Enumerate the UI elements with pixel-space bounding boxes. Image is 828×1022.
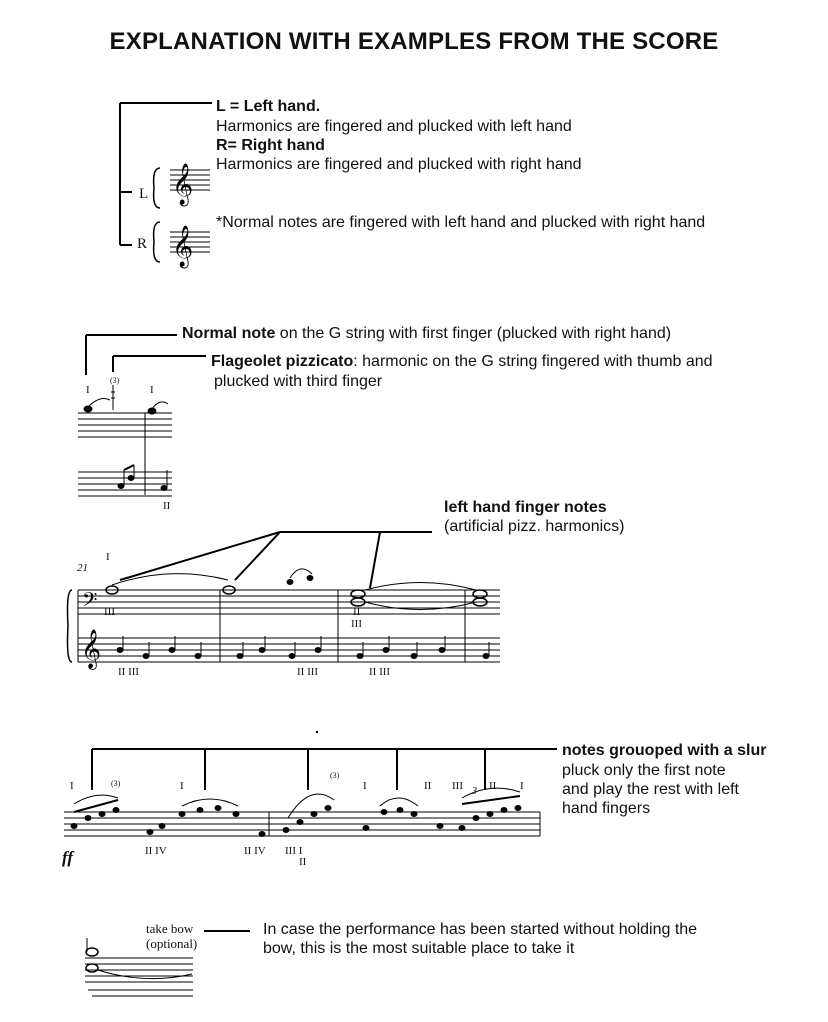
- slur-desc-line2: and play the rest with left: [562, 781, 739, 798]
- slur-desc-line3: hand fingers: [562, 800, 651, 817]
- string-mark-II: II: [163, 500, 171, 512]
- finger-mark-I: I: [86, 384, 90, 396]
- left-hand-heading: L = Left hand.: [216, 98, 321, 115]
- left-hand-finger-notes-label: left hand finger notes: [444, 499, 607, 516]
- treble-clef-icon: 𝄞: [172, 164, 194, 205]
- slur-finger-I-c: I: [363, 780, 367, 792]
- string-mark-II-III-c: II III: [369, 666, 391, 678]
- page-title: EXPLANATION WITH EXAMPLES FROM THE SCORE: [109, 28, 719, 55]
- normal-note-text: on the G string with first finger (plucked with right hand): [275, 325, 672, 342]
- artificial-barlines: [68, 590, 466, 662]
- slur-string-II: II: [299, 856, 307, 868]
- slur-finger-II-b: II: [489, 780, 497, 792]
- left-hand-description: Harmonics are fingered and plucked with left hand: [216, 118, 572, 135]
- normal-note-term: Normal note: [182, 325, 276, 342]
- slur-finger-I-d: I: [520, 780, 524, 792]
- bass-clef-icon: 𝄢: [82, 588, 98, 616]
- take-bow-desc-line2: bow, this is the most suitable place to take it: [263, 940, 575, 957]
- slur-connectors: [92, 749, 557, 790]
- slur-finger-III: III: [452, 780, 463, 792]
- finger-mark-I-3: I: [106, 551, 110, 563]
- slur-group-label: notes grouoped with a slur: [562, 742, 767, 759]
- pizz-upper-staff: [78, 413, 172, 495]
- take-bow-desc-line1: In case the performance has been started without holding the: [263, 921, 698, 938]
- slur-finger-I-a: I: [70, 780, 74, 792]
- slur-finger-II-a: II: [424, 780, 432, 792]
- normal-notes-footnote: *Normal notes are fingered with left hand and plucked with right hand: [216, 214, 706, 231]
- finger-mark-3: (3): [110, 376, 120, 385]
- take-bow-label: take bow: [146, 921, 194, 936]
- flageolet-term: Flageolet pizzicato: [211, 353, 354, 370]
- measure-number: 21: [77, 562, 88, 574]
- tuplet-three: 3: [472, 786, 477, 797]
- pizz-lower-staff: [78, 472, 172, 496]
- slur-desc-line1: pluck only the first note: [562, 762, 726, 779]
- treble-clef-icon: 𝄞: [81, 629, 102, 669]
- artificial-pizz-label: (artificial pizz. harmonics): [444, 518, 625, 535]
- pizz-connectors: [86, 335, 206, 375]
- stray-dot: [316, 731, 318, 733]
- string-mark-III-upper: III: [351, 618, 362, 630]
- slur-finger-3-b: (3): [330, 771, 340, 780]
- artificial-lower-staff: [78, 638, 500, 662]
- treble-clef-icon: 𝄞: [172, 226, 194, 267]
- take-bow-optional: (optional): [146, 936, 198, 951]
- slur-finger-I-b: I: [180, 780, 184, 792]
- slur-string-II-IV-a: II IV: [145, 845, 167, 857]
- right-hand-description: Harmonics are fingered and plucked with right hand: [216, 156, 582, 173]
- pizz-notes: [84, 385, 168, 491]
- slur-string-III-I: III I: [285, 845, 303, 857]
- string-mark-II-III-b: II III: [297, 666, 319, 678]
- staff-label-right: R: [137, 236, 148, 252]
- slur-string-II-IV-b: II IV: [244, 845, 266, 857]
- flageolet-caption-cont: plucked with third finger: [214, 373, 383, 390]
- finger-mark-I-2: I: [150, 384, 154, 396]
- flageolet-text: : harmonic on the G string fingered with thumb and: [353, 353, 713, 370]
- string-mark-II-III-a: II III: [118, 666, 140, 678]
- dynamic-fortissimo: ff: [62, 848, 74, 867]
- string-mark-II-upper: II: [353, 606, 361, 618]
- string-mark-III: III: [104, 606, 115, 618]
- hands-connector: [120, 103, 212, 245]
- artificial-connectors: [120, 532, 432, 588]
- artificial-upper-staff: [78, 590, 500, 614]
- staff-label-left: L: [139, 186, 149, 202]
- slur-finger-3-a: (3): [111, 779, 121, 788]
- right-hand-heading: R= Right hand: [216, 137, 325, 154]
